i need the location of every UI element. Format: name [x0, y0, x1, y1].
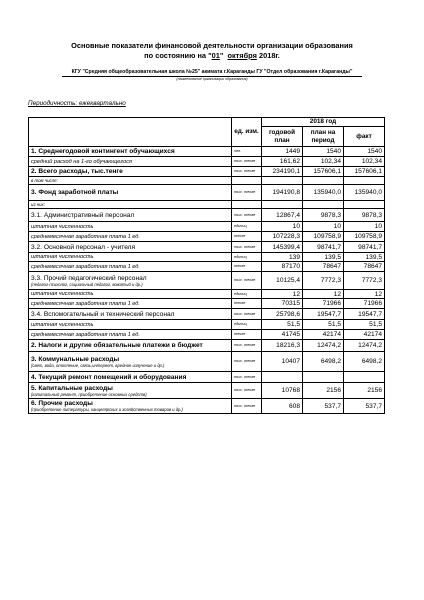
row-plan-year: 51,5	[262, 320, 303, 330]
row-plan-year: 194190,8	[262, 185, 303, 201]
row-plan-year: 139	[262, 253, 303, 262]
date-quote: "	[219, 51, 224, 60]
row-unit: единиц	[232, 290, 262, 299]
row-plan-year	[262, 177, 303, 185]
row-name-text: среднемесячная заработная плата 1 ед.	[31, 300, 140, 307]
row-name-text: среднемесячная заработная плата 1 ед.	[31, 263, 140, 270]
row-plan-period: 6498,2	[303, 352, 344, 372]
row-plan-year: 12	[262, 290, 303, 299]
organization-name: КГУ "Средняя общеобразовательная школа №25" акимата г.Караганды ГУ "Отдел образования г.Караганды"	[71, 69, 353, 75]
row-plan-year: 10125,4	[262, 272, 303, 290]
table-row	[29, 330, 385, 340]
table-row	[29, 399, 385, 414]
table-row	[29, 253, 385, 262]
row-plan-period: 98741,7	[303, 242, 344, 253]
row-plan-period: 12	[303, 290, 344, 299]
row-name-text: штатная численность	[31, 223, 94, 230]
row-name	[29, 290, 232, 299]
header-plan-period: план на период	[303, 127, 344, 147]
row-name	[29, 272, 232, 290]
row-plan-year: 18216,3	[262, 340, 303, 352]
row-unit: тыс. тенге	[232, 157, 262, 167]
table-row	[29, 352, 385, 372]
organization-note: (наименование организации образования)	[176, 77, 248, 81]
row-plan-period	[303, 201, 344, 209]
row-fact	[344, 201, 385, 209]
row-plan-period: 51,5	[303, 320, 344, 330]
row-fact: 109758,9	[344, 232, 385, 242]
table-row	[29, 222, 385, 232]
row-name-text: 1. Среднегодовой контингент обучающихся	[31, 148, 175, 155]
table-row	[29, 320, 385, 330]
row-name	[29, 185, 232, 201]
row-name	[29, 383, 232, 399]
row-name	[29, 177, 232, 185]
row-unit: тыс. тенге	[232, 383, 262, 399]
table-row	[29, 185, 385, 201]
row-plan-period: 42174	[303, 330, 344, 340]
row-name	[29, 167, 232, 177]
row-unit: тыс. тенге	[232, 309, 262, 320]
table-row	[29, 209, 385, 222]
row-name	[29, 242, 232, 253]
table-row	[29, 290, 385, 299]
row-plan-period	[303, 177, 344, 185]
row-unit: тенге	[232, 262, 262, 272]
row-name	[29, 232, 232, 242]
row-plan-year: 25798,6	[262, 309, 303, 320]
table-row	[29, 340, 385, 352]
row-name-text: 4. Текущий ремонт помещений и оборудования	[31, 373, 187, 381]
row-name-text: 2. Всего расходы, тыс.тенге	[31, 168, 123, 175]
row-unit: тенге	[232, 299, 262, 309]
row-name	[29, 157, 232, 167]
row-name-text: 3. Фонд заработной платы	[31, 189, 119, 196]
row-name-note: (приобретение литературы, канцелярских и хозяйственных товаров и др.)	[31, 407, 183, 412]
header-unit: ед. изм.	[232, 118, 262, 147]
row-fact: 71966	[344, 299, 385, 309]
row-unit: единиц	[232, 253, 262, 262]
row-name	[29, 147, 232, 157]
row-fact: 157606,1	[344, 167, 385, 177]
row-plan-period: 2156	[303, 383, 344, 399]
date-month: октября	[227, 51, 257, 60]
row-unit: тенге	[232, 232, 262, 242]
row-name	[29, 309, 232, 320]
row-fact: 537,7	[344, 399, 385, 414]
table-row	[29, 299, 385, 309]
row-unit: тыс. тенге	[232, 372, 262, 383]
row-fact: 78647	[344, 262, 385, 272]
row-unit: чел.	[232, 147, 262, 157]
date-prefix: по состоянию на "	[144, 51, 212, 60]
row-plan-year: 608	[262, 399, 303, 414]
row-unit	[232, 177, 262, 185]
row-unit: тыс. тенге	[232, 399, 262, 414]
row-plan-period: 1540	[303, 147, 344, 157]
row-fact: 102,34	[344, 157, 385, 167]
row-plan-year: 10407	[262, 352, 303, 372]
row-name-note: (педагог-психолог, социальный педагог, вожатый и др.)	[31, 281, 143, 287]
row-plan-period: 537,7	[303, 399, 344, 414]
row-unit: единиц	[232, 222, 262, 232]
header-fact: факт	[344, 127, 385, 147]
table-row	[29, 383, 385, 399]
table-row	[29, 201, 385, 209]
row-plan-period: 19547,7	[303, 309, 344, 320]
row-name	[29, 253, 232, 262]
row-plan-period: 78647	[303, 262, 344, 272]
row-fact: 135940,0	[344, 185, 385, 201]
row-name	[29, 330, 232, 340]
row-plan-year: 234190,1	[262, 167, 303, 177]
table-row	[29, 157, 385, 167]
row-name	[29, 222, 232, 232]
row-fact: 1540	[344, 147, 385, 157]
row-fact: 19547,7	[344, 309, 385, 320]
row-plan-period: 9878,3	[303, 209, 344, 222]
table-row	[29, 147, 385, 157]
row-plan-year: 107228,3	[262, 232, 303, 242]
row-name-note: (капитальный ремонт, приобретение основных средств)	[31, 391, 147, 397]
row-name-text: средний расход на 1-го обучающегося	[31, 158, 132, 165]
table-row	[29, 272, 385, 290]
row-unit: тыс. тенге	[232, 167, 262, 177]
row-plan-period: 7772,3	[303, 272, 344, 290]
row-name	[29, 320, 232, 330]
header-year: 2018 год	[262, 118, 385, 127]
row-unit: тыс. тенге	[232, 242, 262, 253]
row-plan-year: 10768	[262, 383, 303, 399]
row-unit: тенге	[232, 330, 262, 340]
row-name-note: (свет, вода, отопление, связь,интернет, вредное излучение и др.)	[31, 362, 165, 368]
row-fact: 139,5	[344, 253, 385, 262]
row-plan-period: 102,34	[303, 157, 344, 167]
row-name-text: 5. Капитальные расходы	[31, 384, 113, 392]
row-plan-year: 161,62	[262, 157, 303, 167]
row-name	[29, 399, 232, 414]
row-name-text: 3.3. Прочий педагогический персонал	[31, 274, 147, 282]
row-unit: тыс. тенге	[232, 209, 262, 222]
row-name-text: в том числе:	[31, 178, 58, 183]
row-plan-period: 109758,9	[303, 232, 344, 242]
row-plan-period: 12474,2	[303, 340, 344, 352]
row-name	[29, 372, 232, 383]
row-fact: 7772,3	[344, 272, 385, 290]
financial-indicators-table	[28, 117, 385, 414]
row-fact: 10	[344, 222, 385, 232]
row-fact: 12	[344, 290, 385, 299]
row-fact: 2156	[344, 383, 385, 399]
row-fact: 42174	[344, 330, 385, 340]
row-fact: 51,5	[344, 320, 385, 330]
row-name-text: 3.1. Административный персонал	[31, 211, 135, 219]
row-unit: тыс. тенге	[232, 185, 262, 201]
table-row	[29, 262, 385, 272]
table-row	[29, 372, 385, 383]
row-unit: тыс. тенге	[232, 352, 262, 372]
report-title: Основные показатели финансовой деятельности организации образования	[71, 41, 353, 50]
row-name-text: 3.2. Основной персонал - учителя	[31, 243, 136, 251]
row-name-text: 3.4. Вспомогательный и технический персонал	[31, 310, 175, 318]
row-name-text: среднемесячная заработная плата 1 ед.	[31, 233, 140, 240]
row-fact: 98741,7	[344, 242, 385, 253]
row-fact	[344, 177, 385, 185]
row-name-text: штатная численность	[31, 321, 94, 328]
row-fact: 6498,2	[344, 352, 385, 372]
table-row	[29, 232, 385, 242]
table-row	[29, 167, 385, 177]
row-unit	[232, 201, 262, 209]
row-plan-year: 145399,4	[262, 242, 303, 253]
header-name-cell	[29, 118, 232, 147]
row-name-text: среднемесячная заработная плата 1 ед.	[31, 331, 140, 338]
row-plan-year: 10	[262, 222, 303, 232]
row-plan-period	[303, 372, 344, 383]
row-name-text: из них:	[31, 202, 45, 207]
row-unit: тыс. тенге	[232, 272, 262, 290]
row-plan-period: 135940,0	[303, 185, 344, 201]
row-plan-year: 12867,4	[262, 209, 303, 222]
row-plan-year: 70315	[262, 299, 303, 309]
row-name	[29, 262, 232, 272]
row-name-text: штатная численность	[31, 291, 94, 297]
report-date-line	[0, 51, 424, 60]
row-plan-period: 157606,1	[303, 167, 344, 177]
row-plan-year: 1449	[262, 147, 303, 157]
row-plan-year: 87170	[262, 262, 303, 272]
row-unit: тыс. тенге	[232, 340, 262, 352]
row-name	[29, 209, 232, 222]
row-plan-year: 41745	[262, 330, 303, 340]
row-name-text: 6. Прочие расходы	[31, 400, 93, 407]
row-fact	[344, 372, 385, 383]
row-name-text: 2. Налоги и другие обязательные платежи в бюджет	[31, 342, 203, 349]
row-name-text: 3. Коммунальные расходы	[31, 355, 120, 363]
table-row	[29, 177, 385, 185]
row-plan-period: 139,5	[303, 253, 344, 262]
row-name	[29, 352, 232, 372]
row-unit: единиц	[232, 320, 262, 330]
date-year: 2018г.	[258, 51, 280, 60]
row-plan-year	[262, 372, 303, 383]
periodicity-label: Периодичность: ежеквартально	[28, 100, 126, 107]
row-name-text: штатная численность	[31, 254, 94, 260]
row-fact: 9878,3	[344, 209, 385, 222]
table-row	[29, 309, 385, 320]
row-plan-period: 10	[303, 222, 344, 232]
row-name	[29, 340, 232, 352]
date-day: 01	[211, 51, 220, 60]
row-plan-period: 71966	[303, 299, 344, 309]
table-row	[29, 242, 385, 253]
row-name	[29, 299, 232, 309]
row-plan-year	[262, 201, 303, 209]
row-name	[29, 201, 232, 209]
header-plan-year: годовой план	[262, 127, 303, 147]
row-fact: 12474,2	[344, 340, 385, 352]
